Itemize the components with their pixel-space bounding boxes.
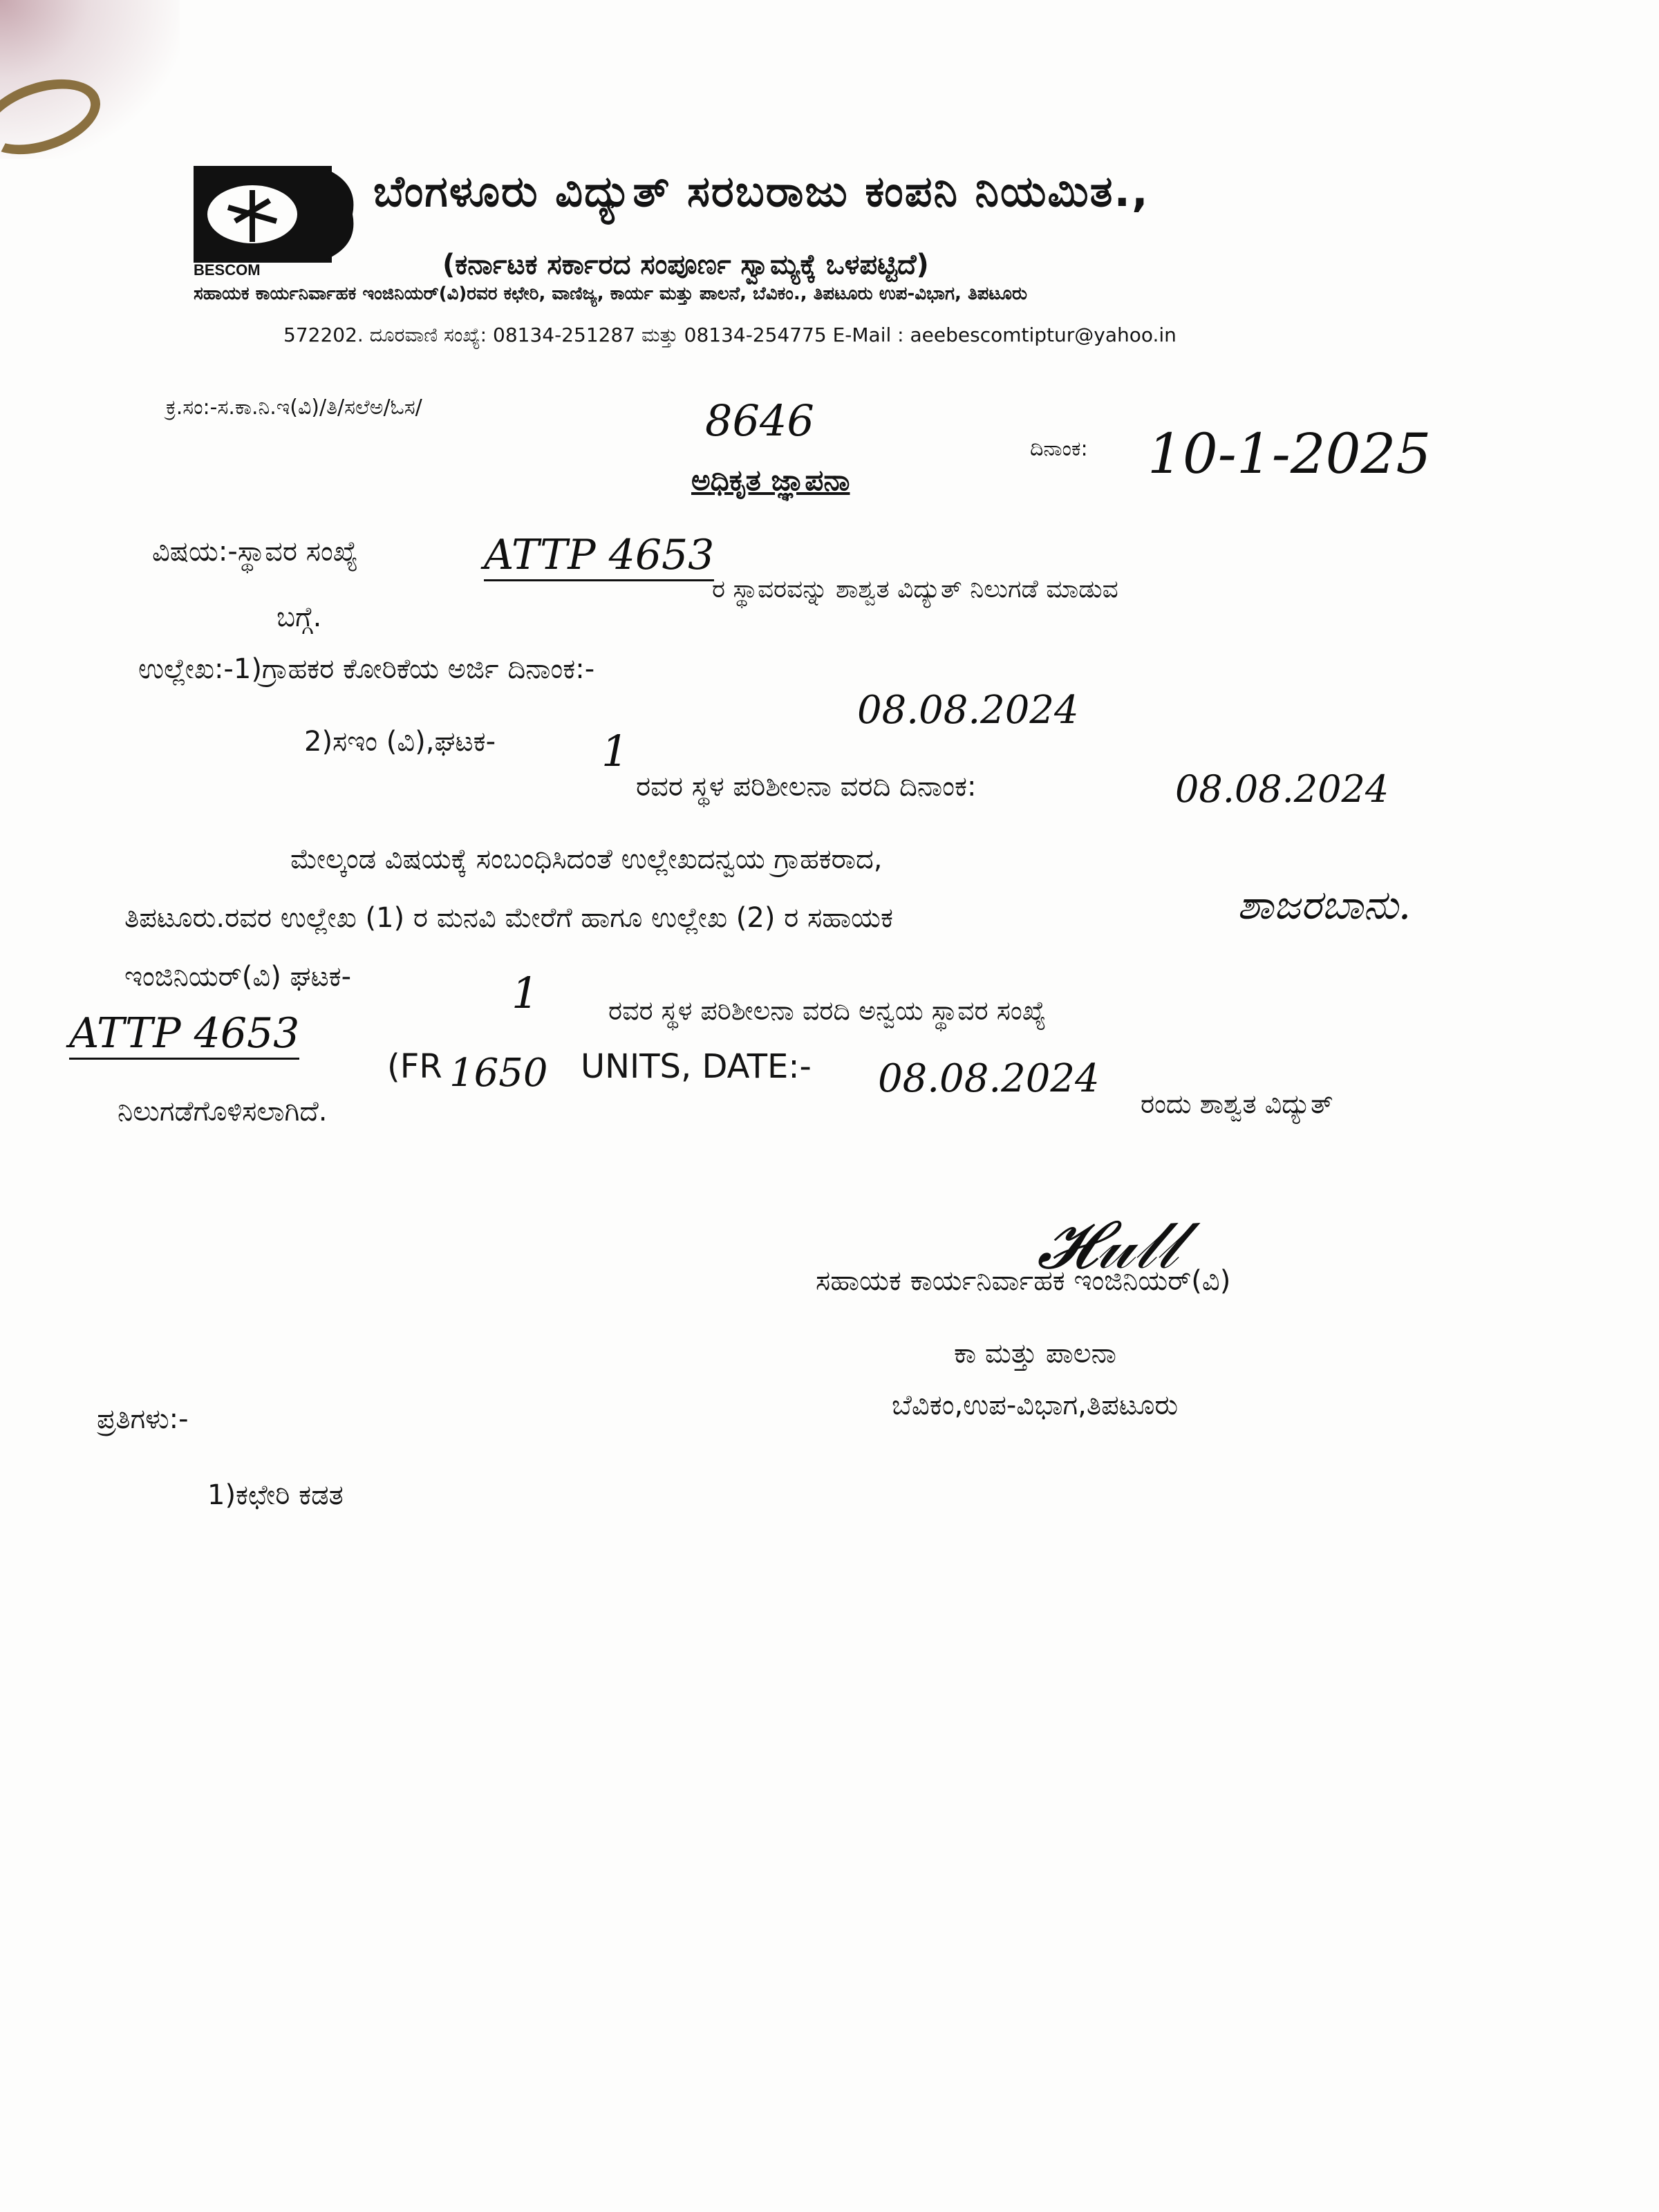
copies-label: ಪ್ರತಿಗಳು:- xyxy=(97,1403,189,1435)
body-tail: ರಂದು ಶಾಶ್ವತ ವಿದ್ಯುತ್ xyxy=(1141,1089,1333,1119)
reference-2-text: ರವರ ಸ್ಥಳ ಪರಿಶೀಲನಾ ವರದಿ ದಿನಾಂಕ: xyxy=(636,771,977,803)
logo-text: BESCOM xyxy=(194,261,261,276)
fr-value: 1650 xyxy=(449,1051,548,1096)
address-line: 572202. ದೂರವಾಣಿ ಸಂಖ್ಯೆ: 08134-251287 ಮತ್ತು 08134-254775 E-Mail : aeebescomtiptur@yahoo.in xyxy=(283,324,1177,346)
body-line-1: ಮೇಲ್ಕಂಡ ವಿಷಯಕ್ಕೆ ಸಂಬಂಧಿಸಿದಂತೆ ಉಲ್ಲೇಖದನ್ವಯ ಗ್ರಾಹಕರಾದ, xyxy=(290,843,883,875)
reference-label: ಕ್ರ.ಸಂ:-ಸ.ಕಾ.ನಿ.ಇ(ವಿ)/ತಿ/ಸಲೆಅ/ಓಸ/ xyxy=(166,395,422,420)
body-last-line: ನಿಲುಗಡೆಗೊಳಿಸಲಾಗಿದೆ. xyxy=(118,1096,328,1127)
signature-title: ಸಹಾಯಕ ಕಾರ್ಯನಿರ್ವಾಹಕ ಇಂಜಿನಿಯರ್(ವಿ) xyxy=(816,1265,1231,1297)
reference-number: 8646 xyxy=(705,395,814,446)
units-label: UNITS, DATE:- xyxy=(581,1047,812,1086)
consumer-name: ಶಾಜರಬಾನು. xyxy=(1237,881,1412,928)
company-subtitle: (ಕರ್ನಾಟಕ ಸರ್ಕಾರದ ಸಂಪೂರ್ಣ ಸ್ವಾಮ್ಯಕ್ಕೆ ಒಳಪಟ್ಟಿದೆ) xyxy=(442,249,929,281)
subject-label: ವಿಷಯ:-ಸ್ಥಾವರ ಸಂಖ್ಯೆ xyxy=(152,536,358,568)
bescom-logo xyxy=(187,152,366,276)
fr-label: (FR xyxy=(387,1047,442,1086)
subject-text: ರ ಸ್ಥಾವರವನ್ನು ಶಾಶ್ವತ ವಿದ್ಯುತ್ ನಿಲುಗಡೆ ಮಾಡುವ xyxy=(712,575,1118,603)
signature-line-2: ಕಾ ಮತ್ತು ಪಾಲನಾ xyxy=(954,1338,1116,1369)
body-line-3-rest: ರವರ ಸ್ಥಳ ಪರಿಶೀಲನಾ ವರದಿ ಅನ್ವಯ ಸ್ಥಾವರ ಸಂಖ್ಯೆ xyxy=(608,995,1047,1026)
memo-date: 10-1-2025 xyxy=(1147,422,1432,486)
subject-continuation: ಬಗ್ಗೆ. xyxy=(276,601,322,633)
signature-line-3: ಬೆವಿಕಂ,ಉಪ-ವಿಭಾಗ,ತಿಪಟೂರು xyxy=(892,1389,1179,1421)
date-label: ದಿನಾಂಕ: xyxy=(1030,437,1088,461)
reference-1-date: 08.08.2024 xyxy=(857,688,1079,733)
copy-item-1: 1)ಕಛೇರಿ ಕಡತ xyxy=(207,1479,344,1511)
subject-installation-number: ATTP 4653 xyxy=(484,531,714,581)
memo-heading: ಅಧಿಕೃತ ಜ್ಞಾಪನಾ xyxy=(691,463,850,497)
signature-mark: 𝓗𝓊𝓁𝓁 xyxy=(1037,1206,1179,1284)
body-unit-number: 1 xyxy=(512,968,539,1018)
body-line-3: ಇಂಜಿನಿಯರ್(ವಿ) ಘಟಕ- xyxy=(124,961,352,993)
body-line-2: ತಿಪಟೂರು.ರವರ ಉಲ್ಲೇಖ (1) ರ ಮನವಿ ಮೇರೆಗೆ ಹಾಗೂ ಉಲ್ಲೇಖ (2) ರ ಸಹಾಯಕ xyxy=(124,902,893,934)
reference-1: ಉಲ್ಲೇಖ:-1)ಗ್ರಾಹಕರ ಕೋರಿಕೆಯ ಅರ್ಜಿ ದಿನಾಂಕ:- xyxy=(138,653,595,685)
company-title: ಬೆಂಗಳೂರು ವಿದ್ಯುತ್ ಸರಬರಾಜು ಕಂಪನಿ ನಿಯಮಿತ., xyxy=(373,166,1150,216)
reference-2-unit: 1 xyxy=(601,726,629,776)
reference-2-prefix: 2)ಸಇಂ (ವಿ),ಘಟಕ- xyxy=(304,726,496,758)
reference-2-date: 08.08.2024 xyxy=(1175,767,1389,811)
office-line: ಸಹಾಯಕ ಕಾರ್ಯನಿರ್ವಾಹಕ ಇಂಜಿನಿಯರ್(ವಿ)ರವರ ಕಛೇರಿ, ವಾಣಿಜ್ಯ, ಕಾರ್ಯ ಮತ್ತು ಪಾಲನೆ, ಬೆವಿಕಂ., ತಿಪಟೂರು ಉಪ-ವಿಭಾಗ, ತಿಪಟೂರು xyxy=(194,283,1027,304)
body-installation-number: ATTP 4653 xyxy=(69,1009,299,1060)
units-date: 08.08.2024 xyxy=(878,1056,1100,1101)
